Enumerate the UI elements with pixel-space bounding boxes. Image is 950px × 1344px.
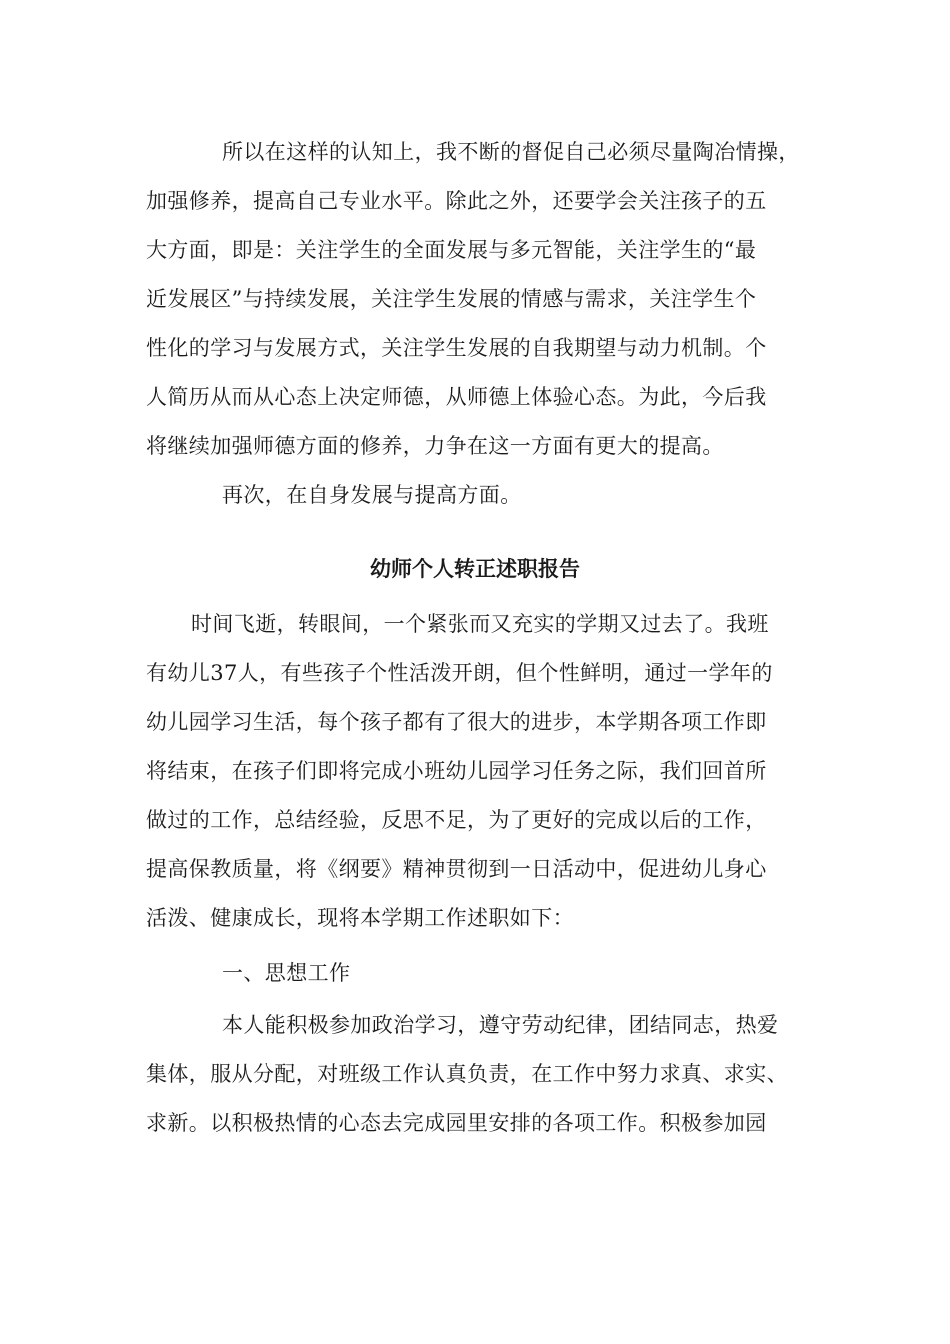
paragraph-line: 加强修养，提高自己专业水平。除此之外，还要学会关注孩子的五 — [146, 189, 767, 213]
paragraph-line: 活泼、健康成长，现将本学期工作述职如下： — [146, 906, 574, 930]
paragraph-line: 将结束，在孩子们即将完成小班幼儿园学习任务之际，我们回首所 — [146, 759, 767, 783]
paragraph-line: 提高保教质量，将《纲要》精神贯彻到一日活动中，促进幼儿身心 — [146, 857, 767, 881]
paragraph-line: 大方面，即是：关注学生的全面发展与多元智能，关注学生的“最 — [146, 238, 757, 262]
paragraph-line: 求新。以积极热情的心态去完成园里安排的各项工作。积极参加园 — [146, 1111, 767, 1135]
section-heading: 一、思想工作 — [222, 961, 351, 985]
paragraph-line: 做过的工作，总结经验，反思不足，为了更好的完成以后的工作， — [146, 808, 767, 832]
paragraph-line: 人简历从而从心态上决定师德，从师德上体验心态。为此，今后我 — [146, 385, 767, 409]
paragraph-line: 本人能积极参加政治学习，遵守劳动纪律，团结同志，热爱 — [222, 1013, 779, 1037]
paragraph-line: 有幼儿37人，有些孩子个性活泼开朗，但个性鲜明，通过一学年的 — [146, 661, 773, 685]
document-title: 幼师个人转正述职报告 — [370, 557, 580, 581]
paragraph-line: 将继续加强师德方面的修养，力争在这一方面有更大的提高。 — [146, 434, 724, 458]
paragraph-line: 性化的学习与发展方式，关注学生发展的自我期望与动力机制。个 — [146, 336, 767, 360]
paragraph-line: 幼儿园学习生活，每个孩子都有了很大的进步，本学期各项工作即 — [146, 710, 767, 734]
paragraph-line: 集体，服从分配，对班级工作认真负责，在工作中努力求真、求实、 — [146, 1062, 788, 1086]
paragraph-line: 再次，在自身发展与提高方面。 — [222, 483, 522, 507]
paragraph-line: 近发展区”与持续发展，关注学生发展的情感与需求，关注学生个 — [146, 287, 757, 311]
paragraph-line: 所以在这样的认知上，我不断的督促自己必须尽量陶冶情操， — [222, 140, 800, 164]
paragraph-line: 时间飞逝，转眼间，一个紧张而又充实的学期又过去了。我班 — [191, 612, 769, 636]
